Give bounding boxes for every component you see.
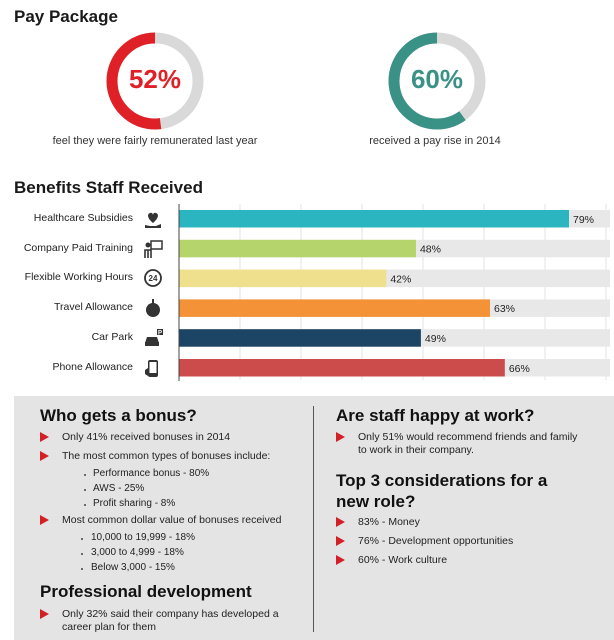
chart-title: Benefits Staff Received — [14, 178, 203, 197]
happy-item: Only 51% would recommend friends and family to work in their company. — [358, 431, 578, 456]
sub-bullet-dot — [84, 489, 86, 491]
bar — [179, 329, 421, 347]
bar-value-label: 79% — [573, 213, 595, 226]
bar-value-label: 49% — [424, 332, 446, 345]
bullet-arrow-icon — [40, 432, 49, 442]
bonus-item: Most common dollar value of bonuses received — [62, 514, 282, 526]
bar-chart — [136, 204, 614, 382]
bonus-value: Below 3,000 - 15% — [91, 562, 175, 573]
donut-label-remunerated: 52% — [128, 64, 182, 94]
panel-divider — [313, 406, 314, 632]
bar — [179, 359, 505, 377]
category-label: Healthcare Subsidies — [33, 211, 133, 224]
donut-label-pay-rise: 60% — [410, 64, 464, 94]
bonus-title: Who gets a bonus? — [40, 406, 197, 425]
bullet-arrow-icon — [336, 536, 345, 546]
sub-bullet-dot — [84, 474, 86, 476]
bar-value-label: 66% — [508, 362, 530, 375]
consideration-item: 76% - Development opportunities — [358, 535, 514, 547]
sub-bullet-dot — [84, 504, 86, 506]
bar — [179, 270, 386, 288]
bar-value-label: 48% — [419, 243, 441, 256]
bullet-arrow-icon — [336, 432, 345, 442]
bullet-arrow-icon — [336, 555, 345, 565]
development-title: Professional development — [40, 582, 252, 601]
bullet-arrow-icon — [40, 451, 49, 461]
bonus-type: AWS - 25% — [93, 483, 145, 494]
bonus-value: 10,000 to 19,999 - 18% — [91, 532, 195, 543]
development-item: Only 32% said their company has developed a career plan for them — [62, 608, 279, 633]
sub-bullet-dot — [81, 568, 83, 570]
bullet-arrow-icon — [40, 515, 49, 525]
bonus-type: Performance bonus - 80% — [93, 468, 210, 479]
consideration-item: 83% - Money — [358, 516, 420, 528]
category-label: Flexible Working Hours — [24, 271, 133, 284]
category-label: Car Park — [91, 330, 133, 343]
bullet-arrow-icon — [336, 517, 345, 527]
bonus-item: Only 41% received bonuses in 2014 — [62, 431, 231, 443]
category-label: Travel Allowance — [54, 301, 133, 314]
bar — [179, 299, 490, 317]
caption-remunerated: feel they were fairly remunerated last year — [52, 135, 258, 147]
bar-value-label: 42% — [390, 273, 412, 286]
bar-value-label: 63% — [494, 303, 516, 316]
svg-text:P: P — [157, 330, 163, 337]
sub-bullet-dot — [81, 538, 83, 540]
bonus-type: Profit sharing - 8% — [93, 498, 176, 509]
svg-text:24: 24 — [148, 274, 158, 284]
bar — [179, 210, 569, 228]
category-label: Phone Allowance — [52, 360, 133, 373]
considerations-title: Top 3 considerations for a new role? — [336, 471, 548, 511]
page-title: Pay Package — [14, 7, 118, 26]
bar — [179, 240, 416, 257]
bonus-item: The most common types of bonuses include: — [62, 450, 271, 462]
happy-title: Are staff happy at work? — [336, 406, 535, 425]
caption-pay-rise: received a pay rise in 2014 — [369, 135, 501, 147]
sub-bullet-dot — [81, 553, 83, 555]
bullet-arrow-icon — [40, 609, 49, 619]
bonus-value: 3,000 to 4,999 - 18% — [91, 547, 184, 558]
category-label: Company Paid Training — [23, 241, 133, 254]
consideration-item: 60% - Work culture — [358, 554, 448, 566]
